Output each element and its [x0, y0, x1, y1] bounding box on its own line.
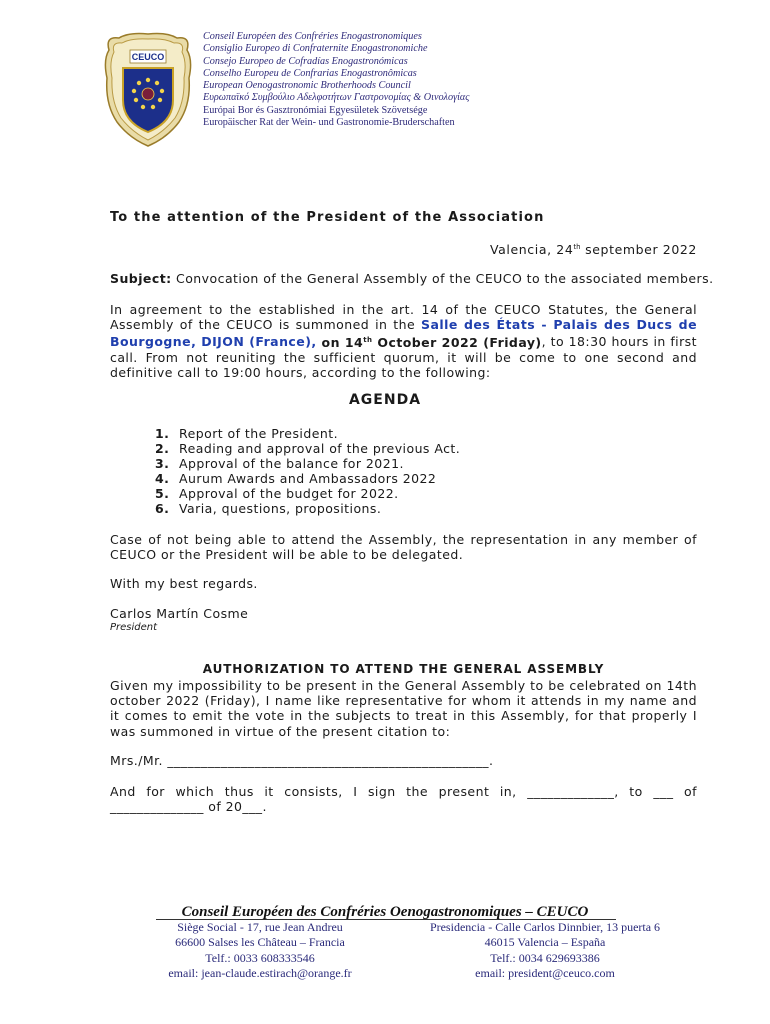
signer-role: President: [110, 622, 158, 633]
ceuco-crest-icon: [101, 30, 195, 148]
agenda-item-number: 6.: [155, 501, 170, 516]
venue-name: Salle des États - Palais des Ducs de Bourgogne, DIJON (France),: [110, 317, 697, 350]
agenda-item-number: 2.: [155, 441, 170, 456]
letter-date: [490, 242, 697, 257]
footer-head-office: [140, 920, 380, 981]
header-line-el: Ευρωπαϊκό Συμβούλιο Αδελφοτήτων Γαστρονομίας & Οινολογίας: [203, 92, 470, 104]
attention-heading: To the attention of the President of the Association: [110, 210, 545, 225]
agenda-item-text: Varia, questions, propositions.: [179, 501, 382, 516]
authorization-body: Given my impossibility to be present in the General Assembly to be celebrated on 14th october 2022 (Friday), I name like representative for whom it attends in my name and it comes to emit the vote in the subjects to treat in this Assembly, for that properly I was summoned in virtue of the present citation to:: [110, 678, 697, 739]
agenda-item-text: Report of the President.: [179, 426, 338, 441]
delegation-paragraph: Case of not being able to attend the Assembly, the representation in any member of CEUCO or the President will be able to be delegated.: [110, 532, 697, 563]
header-council-names: [203, 31, 469, 129]
representative-name-field: Mrs./Mr. ________________________________________________.: [110, 753, 494, 768]
agenda-item: [155, 441, 460, 456]
agenda-item: [155, 486, 460, 501]
agenda-item-text: Reading and approval of the previous Act.: [179, 441, 461, 456]
signature-place-date-field: And for which thus it consists, I sign the present in, _____________, to ___ of ______________ of 20___.: [110, 784, 697, 815]
meeting-date-ordinal: th: [363, 335, 373, 344]
subject-text: Convocation of the General Assembly of the CEUCO to the associated members.: [171, 271, 714, 286]
agenda-list: [155, 426, 460, 516]
agenda-item: [155, 456, 460, 471]
date-ordinal: th: [573, 242, 581, 251]
header-line-pt: Conselho Europeu de Confrarias Enogastronômicas: [203, 67, 417, 79]
subject-line: [110, 271, 714, 286]
header-line-en: European Oenogastronomic Brotherhoods Council: [203, 80, 411, 92]
header-line-de: Europäischer Rat der Wein- und Gastronomie-Bruderschaften: [203, 117, 455, 129]
convocation-part1: In agreement to the established in the art. 14 of the CEUCO Statutes, the General Assembly of the CEUCO is summoned in the: [110, 302, 697, 333]
agenda-item-text: Approval of the budget for 2022.: [179, 486, 399, 501]
footer-left-line: Siège Social - 17, rue Jean Andreu: [177, 920, 343, 934]
logo-text: CEUCO: [131, 52, 165, 62]
agenda-item-text: Aurum Awards and Ambassadors 2022: [179, 471, 437, 486]
agenda-item: [155, 501, 460, 516]
footer-right-line: Presidencia - Calle Carlos Dinnbier, 13 puerta 6: [429, 920, 661, 934]
footer-right-line: Telf.: 0034 629693386: [490, 950, 600, 965]
agenda-item-number: 1.: [155, 426, 170, 441]
footer-right-email: email: president@ceuco.com: [475, 965, 615, 980]
convocation-part2: , to 18:30 hours in first call. From not reuniting the sufficient quorum, it will be come to one second and definitive call to 19:00 hours, according to the following:: [110, 334, 697, 380]
header-line-hu: Európai Bor és Gasztronómiai Egyesületek Szövetsége: [203, 104, 428, 116]
agenda-item-text: Approval of the balance for 2021.: [179, 456, 404, 471]
agenda-title: AGENDA: [348, 392, 422, 408]
signer-name: Carlos Martín Cosme: [110, 606, 249, 621]
footer-left-email: email: jean-claude.estirach@orange.fr: [168, 965, 352, 980]
meeting-date-suffix: October 2022 (Friday): [372, 334, 542, 350]
header-line-fr: Conseil Européen des Confréries Enogastronomiques: [203, 31, 422, 42]
authorization-title: AUTHORIZATION TO ATTEND THE GENERAL ASSEMBLY: [202, 662, 605, 676]
meeting-date-prefix: on 14: [316, 334, 364, 350]
footer-presidency: [405, 920, 685, 981]
footer-title: Conseil Européen des Confréries Oenogastronomiques – CEUCO: [181, 904, 589, 920]
footer-right-line: 46015 Valencia – España: [484, 935, 606, 950]
agenda-item-number: 5.: [155, 486, 170, 501]
agenda-item-number: 3.: [155, 456, 170, 471]
agenda-item: [155, 426, 460, 441]
agenda-item: [155, 471, 460, 486]
header-line-es: Consejo Europeo de Cofradías Enogastronómicas: [203, 55, 408, 67]
footer-left-line: Telf.: 0033 608333546: [205, 950, 315, 965]
ceuco-logo: [101, 30, 195, 148]
date-prefix: Valencia, 24: [489, 242, 574, 257]
footer-left-line: 66600 Salses les Château – Francia: [175, 935, 345, 950]
closing-regards: With my best regards.: [110, 576, 258, 591]
convocation-paragraph: [110, 302, 697, 380]
header-line-it: Consiglio Europeo di Confraternite Enogastronomiche: [203, 43, 428, 55]
date-suffix: september 2022: [580, 242, 697, 257]
agenda-item-number: 4.: [155, 471, 170, 486]
subject-label: Subject:: [110, 271, 172, 286]
